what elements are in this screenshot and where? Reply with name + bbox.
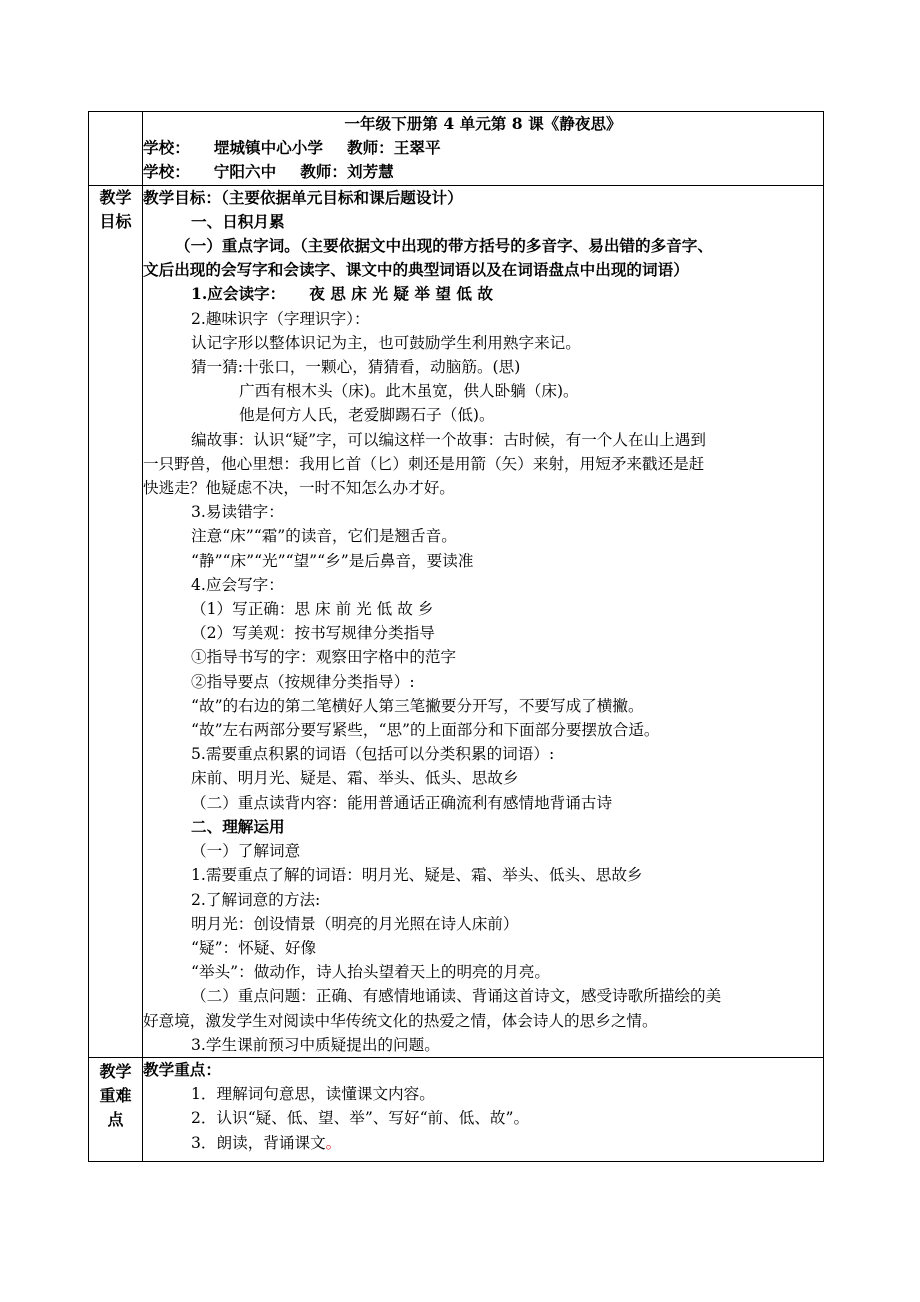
school-label: 学校： xyxy=(143,138,190,158)
paragraph-line: （一）重点字词。（主要依据文中出现的带方括号的多音字、易出错的多音字、 xyxy=(175,236,713,256)
key-heading: 教学重点： xyxy=(143,1059,221,1079)
school-name: 宁阳六中 xyxy=(213,162,277,182)
paragraph-line: 文后出现的会写字和会读字、课文中的典型词语以及在词语盘点中出现的词语） xyxy=(143,260,689,280)
header-cell xyxy=(143,112,824,186)
story-line: 编故事：认识“疑”字，可以编这样一个故事：古时候，有一个人在山上遇到 xyxy=(191,430,706,449)
paragraph-line: 3.学生课前预习中质疑提出的问题。 xyxy=(191,1035,440,1054)
paragraph-line: 2.趣味识字（字理识字）： xyxy=(191,309,370,328)
teacher-name: 刘芳慧 xyxy=(346,162,394,182)
paragraph-line: “故”的右边的第二笔横好人第三笔撇要分开写，不要写成了横撇。 xyxy=(191,696,644,715)
paragraph-line: 1.需要重点了解的词语：明月光、疑是、霜、举头、低头、思故乡 xyxy=(191,866,643,885)
school-label: 学校： xyxy=(143,162,190,182)
goals-content-cell xyxy=(143,185,824,1057)
key-item: 2．认识“疑、低、望、举”、写好“前、低、故”。 xyxy=(191,1109,530,1128)
lesson-plan-table xyxy=(88,111,824,1162)
row-label: 点 xyxy=(107,1109,124,1129)
paragraph-line: 注意“床”“霜”的读音，它们是翘舌音。 xyxy=(191,527,457,546)
paragraph-line: （2）写美观：按书写规律分类指导 xyxy=(191,624,435,643)
school-name: 堽城镇中心小学 xyxy=(213,138,323,158)
paragraph-line: 4.应会写字： xyxy=(191,575,284,594)
story-line: 快逃走？他疑虑不决，一时不知怎么办才好。 xyxy=(143,479,455,498)
header-label-cell xyxy=(89,112,143,186)
paragraph-line: “疑”：怀疑、好像 xyxy=(191,938,317,957)
goals-heading: 教学目标：（主要依据单元目标和课后题设计） xyxy=(143,187,463,207)
row-label: 重难 xyxy=(99,1085,132,1105)
paragraph-line: 好意境，激发学生对阅读中华传统文化的热爱之情，体会诗人的思乡之情。 xyxy=(143,1011,658,1030)
key-points-row xyxy=(89,1057,824,1161)
paragraph-line: ①指导书写的字：观察田字格中的范字 xyxy=(191,648,457,667)
riddle-line: 他是何方人氏，老爱脚踢石子（低)。 xyxy=(239,406,495,425)
key-item: 1．理解词句意思，读懂课文内容。 xyxy=(191,1085,435,1104)
teacher-label: 教师： xyxy=(300,162,347,182)
read-chars: 夜 思 床 光 疑 举 望 低 故 xyxy=(309,284,494,304)
paragraph-line: “静”“床”“光”“望”“乡”是后鼻音，要读准 xyxy=(191,551,474,570)
key-item-text: 3．朗读，背诵课文 xyxy=(191,1133,326,1152)
paragraph-line: （一）了解词意 xyxy=(191,842,301,861)
row-label: 教学 xyxy=(99,187,132,207)
paragraph-line: （二）重点问题：正确、有感情地诵读、背诵这首诗文，感受诗歌所描绘的美 xyxy=(191,987,722,1006)
key-item-mark: 。 xyxy=(325,1133,342,1152)
paragraph-line: 2.了解词意的方法: xyxy=(191,890,321,909)
key-label-cell xyxy=(89,1057,143,1161)
key-content-cell xyxy=(143,1057,824,1161)
riddle-line: 广西有根木头（床)。此木虽宽，供人卧躺（床)。 xyxy=(239,382,579,401)
read-label: 1.应会读字： xyxy=(191,284,286,304)
paragraph-line: （1）写正确：思 床 前 光 低 故 乡 xyxy=(191,600,434,619)
row-label: 目标 xyxy=(99,211,132,231)
paragraph-line: 3.易读错字： xyxy=(191,503,284,522)
paragraph-line: 明月光：创设情景（明亮的月光照在诗人床前） xyxy=(191,914,519,933)
row-label: 教学 xyxy=(99,1061,132,1081)
teacher-name: 王翠平 xyxy=(393,138,441,158)
paragraph-line: （二）重点读背内容：能用普通话正确流利有感情地背诵古诗 xyxy=(191,793,613,812)
teacher-label: 教师： xyxy=(346,138,394,158)
paragraph-line: 5.需要重点积累的词语（包括可以分类积累的词语）: xyxy=(191,745,555,764)
paragraph-line: 床前、明月光、疑是、霜、举头、低头、思故乡 xyxy=(191,769,519,788)
header-row xyxy=(89,112,824,186)
school-row-2 xyxy=(143,160,823,184)
school-row-1 xyxy=(143,136,823,160)
paragraph-line: ②指导要点（按规律分类指导）: xyxy=(191,672,415,691)
paragraph-line: “故”左右两部分要写紧些，“思”的上面部分和下面部分要摆放合适。 xyxy=(191,721,660,740)
story-line: 一只野兽，他心里想：我用匕首（匕）刺还是用箭（矢）来射，用短矛来戳还是赶 xyxy=(143,454,705,473)
goals-label-cell xyxy=(89,185,143,1057)
read-chars-line xyxy=(143,282,823,306)
paragraph-line: “举头”：做动作，诗人抬头望着天上的明亮的月亮。 xyxy=(191,963,551,982)
section-heading: 二、理解运用 xyxy=(191,816,285,836)
goals-row xyxy=(89,185,824,1057)
riddle-line: 猜一猜:十张口，一颗心，猜猜看，动脑筋。(思) xyxy=(191,358,521,377)
paragraph-line: 认记字形以整体识记为主，也可鼓励学生利用熟字来记。 xyxy=(191,333,581,352)
lesson-title: 一年级下册第 4 单元第 8 课《静夜思》 xyxy=(344,114,622,133)
section-heading: 一、日积月累 xyxy=(191,211,285,231)
key-item xyxy=(143,1131,823,1155)
